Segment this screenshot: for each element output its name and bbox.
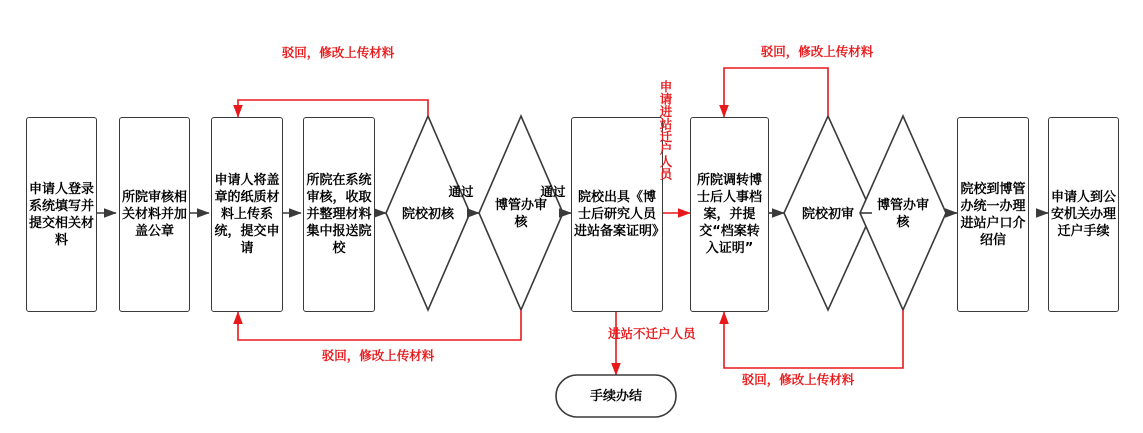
node-label: 院校初核 — [402, 206, 455, 222]
edge-label-reject-bottom-right: 驳回，修改上传材料 — [741, 372, 855, 387]
node-label: 申请人登录系统填写并提交相关材料 — [29, 181, 95, 248]
node-label: 申请人到公安机关办理迁户手续 — [1051, 190, 1117, 239]
node-label: 院校出具《博士后研究人员进站备案证明》 — [574, 190, 666, 239]
process-node-transfer-personnel-file[interactable] — [690, 117, 769, 312]
node-label: 所院在系统审核，收取并整理材料集中报送院校 — [306, 173, 372, 256]
node-label: 手续办结 — [589, 388, 642, 404]
node-label: 所院审核相关材料并加盖公章 — [122, 190, 188, 239]
edge-label-reject-bottom-left: 驳回，修改上传材料 — [321, 348, 435, 363]
process-node-apply-submit[interactable] — [26, 117, 97, 312]
node-label: 博管办审核 — [495, 198, 548, 230]
node-label: 博管办审核 — [877, 198, 930, 230]
node-label: 院校初审 — [802, 206, 855, 222]
decision-node-college-first-review[interactable] — [800, 185, 856, 243]
edge-label-apply-hukou-transfer: 申请进站迁户人员 — [658, 80, 673, 180]
edge-label-no-hukou-transfer: 进站不迁户人员 — [608, 326, 696, 341]
process-node-institute-review-seal[interactable] — [119, 117, 190, 312]
process-node-upload-sealed-materials[interactable] — [211, 117, 283, 312]
edge-label-pass-1: 通过 — [448, 184, 474, 199]
edge-label-pass-2: 通过 — [540, 184, 566, 199]
process-node-institute-system-review[interactable] — [303, 117, 375, 312]
node-label: 申请人将盖章的纸质材料上传系统，提交申请 — [214, 173, 280, 256]
decision-node-postdoc-office-review-2[interactable] — [875, 176, 931, 252]
node-label: 院校到博管办统一办理进站户口介绍信 — [960, 181, 1026, 248]
process-node-issue-filing-certificate[interactable] — [571, 117, 666, 312]
terminator-node-procedure-complete[interactable] — [556, 375, 676, 417]
node-label: 所院调转博士后人事档案，并提交“档案转入证明” — [696, 173, 762, 256]
process-node-hukou-intro-letter[interactable] — [957, 117, 1029, 312]
edge-label-reject-top-right: 驳回，修改上传材料 — [760, 44, 874, 59]
process-node-police-hukou-transfer[interactable] — [1048, 117, 1119, 312]
edge-label-reject-top-left: 驳回，修改上传材料 — [281, 45, 395, 60]
